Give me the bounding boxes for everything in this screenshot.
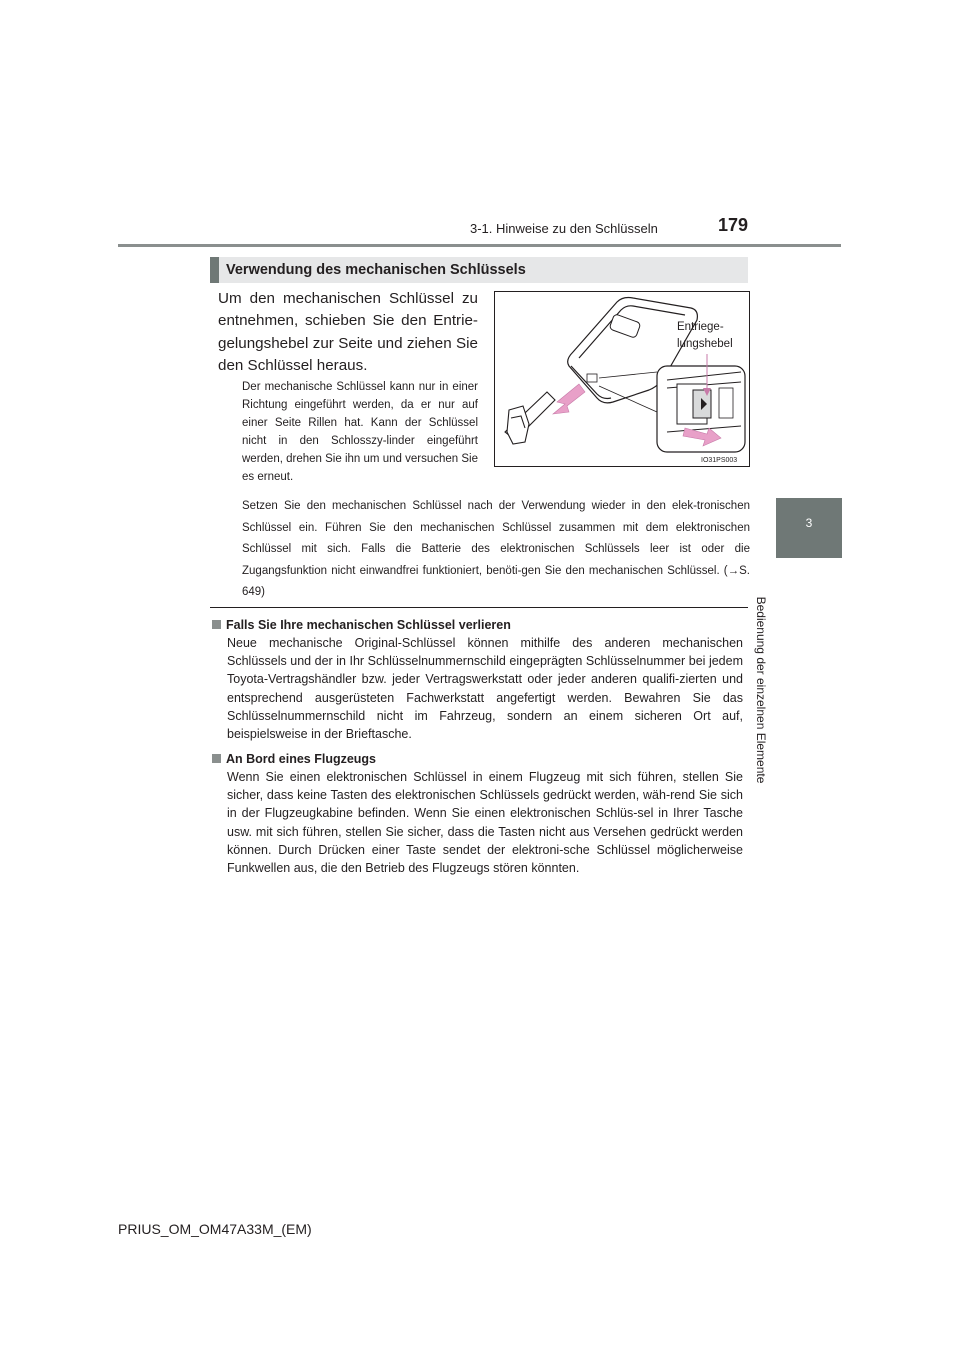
page-number: 179: [718, 215, 749, 235]
illustration-label-line-2: lungshebel: [677, 338, 733, 350]
info-block-aircraft: [212, 750, 742, 877]
chapter-title: Bedienung der einzelnen Elemente: [754, 596, 768, 784]
info-block-heading: An Bord eines Flugzeugs: [226, 752, 377, 766]
info-block-heading: Falls Sie Ihre mechanischen Schlüssel verlieren: [226, 618, 511, 632]
square-bullet-icon: [212, 754, 221, 763]
info-block-body: Neue mechanische Original-Schlüssel können mithilfe des anderen mechanischen Schlüssels und der in Ihr Schlüsselnummernschild eingeprägten Schlüsselnummer bei jedem Toyota-Vertragshändler bzw. jeder Vertragswerkstatt oder jeder anderen qualifi-zierten und entsprechend ausgerüsteten Fachwerkstatt angefertigt werden. Bewahren Sie das Schlüsselnummernschild nicht im Fahrzeug, sondern an einem sicheren Ort auf, beispielsweise in der Brieftasche.: [227, 636, 743, 742]
illustration-code: IO31PS003: [701, 457, 738, 464]
section-title: Verwendung des mechanischen Schlüssels: [226, 262, 526, 278]
info-block-lost-keys: [212, 616, 742, 743]
running-header-section: 3-1. Hinweise zu den Schlüsseln: [470, 221, 658, 236]
square-bullet-icon: [212, 620, 221, 629]
chapter-number: 3: [805, 516, 813, 530]
lead-paragraph: Um den mechanischen Schlüssel zu entnehmen, schieben Sie den Entrie-gelungshebel zur Seite und ziehen Sie den Schlüssel heraus.: [218, 290, 478, 375]
document-code-footer: PRIUS_OM_OM47A33M_(EM): [118, 1221, 312, 1237]
note-paragraph-2: Setzen Sie den mechanischen Schlüssel nach der Verwendung wieder in den elek-tronischen Schlüssel ein. Führen Sie den mechanischen Schlüssel zusammen mit dem elektronischen Schlüssel mit sich. Falls die Batterie des elektronischen Schlüssels leer ist oder die Zugangsfunktion nicht einwandfrei funktioniert, benöti-gen Sie den mechanischen Schlüssel. (→S. 649): [242, 500, 750, 598]
section-heading-accent: [210, 257, 219, 283]
illustration-label-line-1: Entriege-: [677, 321, 724, 333]
key-fob-illustration-icon: [495, 292, 749, 466]
info-block-body: Wenn Sie einen elektronischen Schlüssel in einem Flugzeug mit sich führen, stellen Sie sicher, dass keine Tasten des elektronischen Schlüssels gedrückt werden, wäh-rend Sie sich in der Flugzeugkabine befinden. Wenn Sie einen elektronischen Schlüs-sel in Ihrer Tasche usw. mit sich führen, stellen Sie sicher, dass die Tasten nicht aus Versehen gedrückt werden können. Durch Drücken einer Taste sendet der elektroni-sche Schlüssel möglicherweise Funkwellen aus, die den Betrieb des Flugzeugs stören könnten.: [227, 770, 743, 876]
key-illustration: [494, 291, 750, 467]
header-rule: [118, 244, 841, 247]
section-divider: [210, 607, 748, 608]
note-paragraph-1: Der mechanische Schlüssel kann nur in einer Richtung eingeführt werden, da er nur auf einer Seite Rillen hat. Kann der Schlüssel nicht in den Schlosszy-linder eingeführt werden, drehen Sie ihn um und versuchen Sie es erneut.: [242, 381, 478, 483]
